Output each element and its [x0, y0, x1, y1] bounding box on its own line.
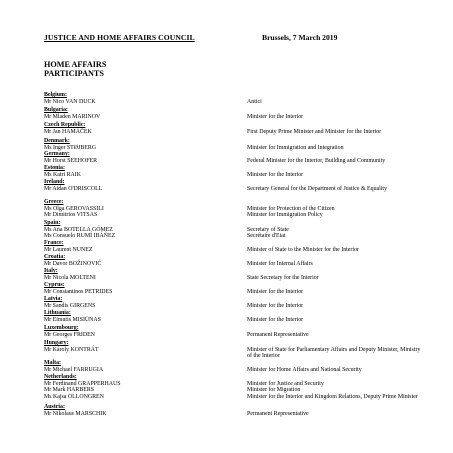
participant-row: [44, 275, 414, 282]
participant-name: Mr Jan HAMÁČEK: [44, 128, 92, 135]
country-name: Latvia:: [44, 296, 63, 302]
participant-role: Minister for the Interior: [247, 302, 304, 309]
participant-role: Minister for Migration: [247, 387, 301, 394]
participant-role: Permanent Representative: [247, 331, 309, 338]
country-name: Estonia:: [44, 165, 65, 171]
participant-name: Mr Constantinos PETRIDES: [44, 288, 113, 295]
participant-name: Mr Mark HARBERS: [44, 387, 95, 394]
section-heading-line1: HOME AFFAIRS: [44, 60, 107, 69]
participant-name: Ms Olga GEROVASSILI: [44, 205, 104, 212]
country-name: Spain:: [44, 220, 61, 226]
country-name: Malta:: [44, 360, 62, 366]
participant-row: [44, 317, 414, 324]
country-entry: [44, 92, 414, 105]
participant-row: [44, 393, 418, 401]
participant-role: Antici: [247, 98, 262, 105]
participant-row: [44, 411, 414, 418]
country-name: Germany:: [44, 151, 70, 157]
place-date: Brussels, 7 March 2019: [262, 33, 338, 42]
participant-row: [44, 261, 414, 268]
participant-name: Mr Károly KONTRÁT: [44, 346, 99, 353]
participant-name: Ms Ana BOTELLA GÓMEZ: [44, 226, 113, 233]
participant-row: [44, 99, 414, 106]
country-entry: [44, 240, 414, 253]
participant-role: Minister for Immigration and Integration: [247, 144, 344, 151]
country-name: Hungary:: [44, 340, 69, 346]
participant-role: Federal Minister for the Interior, Building and Community: [247, 157, 386, 164]
participant-row: [44, 289, 414, 296]
country-entry: [44, 220, 414, 240]
country-name: Bulgaria:: [44, 107, 68, 113]
participant-name: Mr Georges FRIDEN: [44, 331, 95, 338]
participant-name: Mr Nico VAN DUCK: [44, 98, 96, 105]
section-heading: [44, 60, 106, 78]
country-entry: [44, 254, 414, 267]
country-entry: [44, 404, 414, 417]
participant-role: Minister for Justice and Security: [247, 380, 324, 387]
participant-role: State Secretary for the Interior: [247, 274, 319, 281]
participant-name: Mr Davor BOŽINOVIĆ: [44, 260, 102, 267]
participant-name: Ms Inger STØJBERG: [44, 144, 97, 151]
participant-role: Permanent Representative: [247, 410, 309, 417]
country-entry: [44, 199, 414, 219]
participant-name: Ms Katri RAIK: [44, 171, 81, 178]
country-entry: [44, 340, 421, 360]
participant-name: Mr Horst SEEHOFER: [44, 157, 98, 164]
country-name: Czech Republic:: [44, 122, 86, 128]
participant-role: Minister for the Interior: [247, 171, 304, 178]
participant-name: Mr Nicola MOLTENI: [44, 274, 96, 281]
country-entry: [44, 282, 414, 295]
participant-role: Minister of State for Parliamentary Affairs and Deputy Minister, Ministry of the Interior: [247, 346, 421, 360]
country-name: Cyprus:: [44, 282, 65, 288]
country-name: Denmark:: [44, 138, 70, 144]
participant-name: Mr Michael FARRUGIA: [44, 366, 104, 373]
country-entry: [44, 374, 418, 400]
country-entry: [44, 122, 414, 135]
country-name: France:: [44, 240, 64, 246]
country-name: Lithuania:: [44, 310, 71, 316]
participant-row: [44, 332, 414, 339]
participant-row: [44, 367, 414, 374]
participant-role: Minister of State to the Minister for the Interior: [247, 246, 359, 253]
participant-row: [44, 303, 414, 310]
participant-name: Mr Ferdinand GRAPPERHAUS: [44, 380, 121, 387]
participant-name: Mr Aidan O'DRISCOLL: [44, 185, 103, 192]
participant-row: [44, 186, 414, 193]
participant-name: Mr Sandis GIRGENS: [44, 302, 96, 309]
participant-row: [44, 172, 414, 179]
country-name: Croatia:: [44, 254, 66, 260]
country-entry: [44, 310, 414, 323]
country-entry: [44, 107, 414, 120]
participant-name: Mr Laurent NUNEZ: [44, 246, 93, 253]
country-name: Ireland:: [44, 179, 65, 185]
participant-row: [44, 158, 414, 165]
country-name: Luxembourg:: [44, 325, 79, 331]
country-name: Netherlands:: [44, 374, 77, 380]
council-title: JUSTICE AND HOME AFFAIRS COUNCIL: [44, 33, 195, 42]
participant-role: Secrétaire d'Etat: [247, 233, 286, 240]
participant-row: [44, 206, 414, 213]
participant-row: [44, 212, 414, 219]
participant-name: Mr Nikolaus MARSCHIK: [44, 410, 107, 417]
participant-role: Minister for the Interior: [247, 316, 304, 323]
country-entry: [44, 165, 414, 178]
country-entry: [44, 296, 414, 309]
country-entry: [44, 151, 414, 164]
participant-row: [44, 247, 414, 254]
country-name: Austria:: [44, 404, 65, 410]
participant-role: Minister for Immigration Policy: [247, 212, 323, 219]
participant-row: [44, 387, 414, 394]
participant-name: Ms Kajsa OLLONGREN: [44, 393, 104, 400]
country-name: Belgium:: [44, 92, 67, 98]
country-entry: [44, 179, 414, 192]
participant-role: Minister for the Interior: [247, 288, 304, 295]
participant-row: [44, 381, 414, 388]
participant-role: Secretary General for the Department of Justice & Equality: [247, 185, 388, 192]
participant-name: Ms Consuelo RUMÍ IBÁÑEZ: [44, 233, 116, 240]
participant-role: Minister for Internal Affairs: [247, 260, 313, 267]
participant-role: First Deputy Prime Minister and Minister for the Interior: [247, 128, 382, 135]
participant-row: [44, 129, 414, 136]
participant-name: Mr Dimitrios VITSAS: [44, 212, 98, 219]
participant-row: [44, 233, 414, 240]
participant-row: [44, 114, 414, 121]
country-entry: [44, 360, 414, 373]
country-entry: [44, 325, 414, 338]
country-name: Greece:: [44, 199, 64, 205]
country-entry: [44, 268, 414, 281]
country-name: Italy:: [44, 268, 58, 274]
participant-role: Minister for the Interior: [247, 113, 304, 120]
participant-role: Secretary of State: [247, 226, 289, 233]
participant-name: Mr Mladen MARINOV: [44, 113, 101, 120]
participant-name: Mr Eimutis MISIŪNAS: [44, 316, 101, 323]
participant-role: Minister for the Interior and Kingdom Relations, Deputy Prime Minister: [247, 393, 418, 400]
country-entry: [44, 138, 414, 151]
participant-role: Minister for Home Affairs and National Security: [247, 366, 362, 373]
participant-role: Minister for Protection of the Citizen: [247, 205, 335, 212]
participant-row: [44, 346, 421, 360]
section-heading-line2: PARTICIPANTS: [44, 69, 104, 78]
